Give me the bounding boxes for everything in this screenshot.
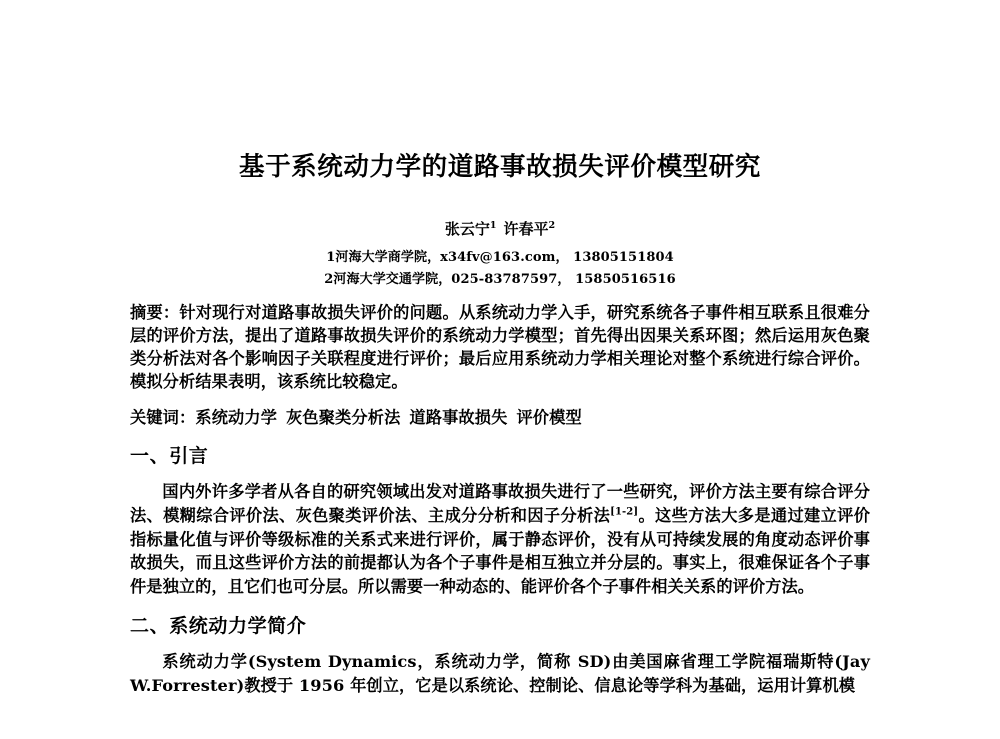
top-margin-spacer [130,0,870,152]
section-1-paragraph-1 [130,480,870,598]
citation-reference: [1-2] [610,506,639,518]
abstract-text: 针对现行对道路事故损失评价的问题。从系统动力学入手，研究系统各子事件相互联系且很难分层的评价方法，提出了道路事故损失评价的系统动力学模型；首先得出因果关系环图；然后运用灰色聚类分析法对各个影响因子关联程度进行评价；最后应用系统动力学相关理论对整个系统进行综合评价。模拟分析结果表明，该系统比较稳定。 [130,302,870,391]
author-2-name: 许春平 [503,219,549,238]
keyword-term-2: 灰色聚类分析法 [286,407,401,427]
author-line [130,220,870,238]
keyword-term-1: 系统动力学 [195,407,278,427]
paragraph-text-part-2: 。这些方法大多是通过建立评价指标量化值与评价等级标准的关系式来进行评价，属于静态评价，没有从可持续发展的角度动态评价事故损失，而且这些评价方法的前提都认为各个子事件是相互独立并分层的。事实上，很难保证各个子事件是独立的，且它们也可分层。所以需要一种动态的、能评价各个子事件相关关系的评价方法。 [130,505,870,596]
affiliation-line-2: 2河海大学交通学院，025-83787597， 15850516516 [324,272,676,288]
page-title: 基于系统动力学的道路事故损失评价模型研究 [238,152,761,182]
paragraph-text: 系统动力学(System Dynamics，系统动力学，简称 SD)由美国麻省理工学院福瑞斯特(Jay W.Forrester)教授于 1956 年创立，它是以系统论、控制论、信息论等学科为基础，运用计算机模 [130,652,870,695]
section-heading-2: 二、系统动力学简介 [130,614,307,637]
keyword-term-3: 道路事故损失 [409,407,508,427]
abstract-block [130,301,870,393]
keyword-term-4: 评价模型 [516,407,582,427]
keywords-block [130,406,870,429]
author-2-affiliation-mark: 2 [548,219,556,231]
keywords-label: 关键词： [130,407,196,427]
paragraph-text-part-1: 国内外许多学者从各自的研究领域出发对道路事故损失进行了一些研究，评价方法主要有综合评分法、模糊综合评价法、灰色聚类评价法、主成分分析和因子分析法 [130,482,870,525]
affiliation-line-1: 1河海大学商学院，x34fv@163.com， 13805151804 [326,249,674,265]
section-2-paragraph-1 [130,650,870,697]
section-heading-1: 一、引言 [130,444,209,467]
abstract-label: 摘要： [130,302,180,322]
author-1-name: 张云宁 [444,219,490,238]
author-1-affiliation-mark: 1 [489,219,497,231]
